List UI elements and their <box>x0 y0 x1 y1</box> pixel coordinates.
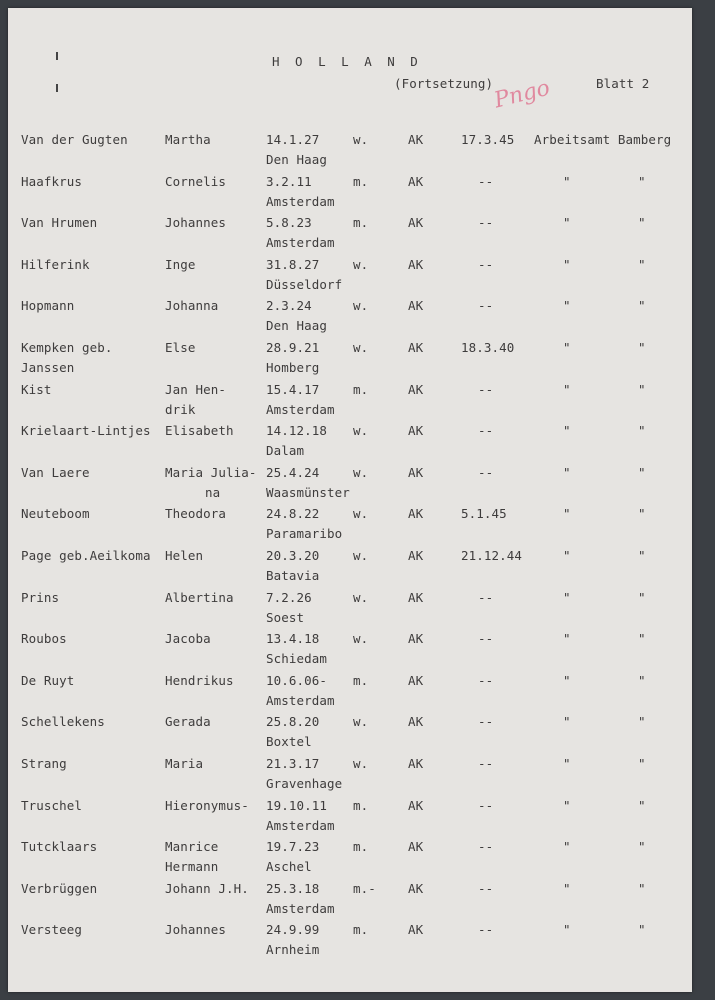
birth-place-cell: Amsterdam <box>266 817 335 833</box>
birth-date-cell: 14.1.27 <box>266 132 320 147</box>
birth-place-cell: Amsterdam <box>266 401 335 417</box>
given-name-cell: Manrice <box>165 839 219 855</box>
entry-date-cell: -- <box>478 298 494 314</box>
ditto-mark: " <box>563 797 571 813</box>
birth-place-cell: Schiedam <box>266 651 328 667</box>
given-name-cell: Else <box>165 340 196 355</box>
given-name-cell: Martha <box>165 132 211 147</box>
surname-cell: Tutcklaars <box>21 839 98 855</box>
sex-cell: w. <box>353 132 369 147</box>
ditto-mark: " <box>563 922 571 938</box>
sex-cell: w. <box>353 464 369 480</box>
birth-date-cell: 2.3.24 <box>266 298 312 314</box>
sex-cell: m. <box>353 215 369 231</box>
sex-cell: m. <box>353 672 369 688</box>
birth-place-cell: Den Haag <box>266 152 328 167</box>
birth-date-cell: 24.8.22 <box>266 506 320 522</box>
sex-cell: w. <box>353 756 369 771</box>
ditto-mark: " <box>563 839 571 855</box>
category-cell: AK <box>408 880 424 896</box>
entry-date-cell: -- <box>478 839 494 855</box>
given-name-cell: Johannes <box>165 215 227 231</box>
birth-date-cell: 15.4.17 <box>266 381 320 397</box>
ditto-mark: " <box>563 173 571 189</box>
entry-date-cell: 17.3.45 <box>461 132 515 147</box>
birth-place-cell: Soest <box>266 609 305 625</box>
surname-cell: Neuteboom <box>21 506 90 522</box>
birth-place-cell: Batavia <box>266 568 320 583</box>
birth-date-cell: 28.9.21 <box>266 340 320 355</box>
given-name-cell: Helen <box>165 548 204 563</box>
surname-cell: Versteeg <box>21 922 83 938</box>
birth-place-cell: Den Haag <box>266 318 328 334</box>
birth-place-cell: Gravenhage <box>266 776 343 791</box>
ditto-mark: " <box>638 922 646 938</box>
surname-cell: Van Laere <box>21 464 90 480</box>
sex-cell: w. <box>353 589 369 605</box>
given-name-cont-cell: drik <box>165 401 196 417</box>
category-cell: AK <box>408 298 424 314</box>
birth-place-cell: Boxtel <box>266 734 312 750</box>
birth-date-cell: 25.8.20 <box>266 714 320 730</box>
surname-cell: Van Hrumen <box>21 215 98 231</box>
ditto-mark: " <box>638 714 646 730</box>
given-name-cell: Maria <box>165 756 204 771</box>
document-sheet <box>8 8 692 992</box>
category-cell: AK <box>408 381 424 397</box>
birth-date-cell: 13.4.18 <box>266 631 320 647</box>
category-cell: AK <box>408 506 424 522</box>
surname-cell: Krielaart-Lintjes <box>21 423 151 439</box>
surname-cell: Hopmann <box>21 298 75 314</box>
category-cell: AK <box>408 215 424 231</box>
surname-cell: Haafkrus <box>21 173 83 189</box>
category-cell: AK <box>408 756 424 771</box>
category-cell: AK <box>408 672 424 688</box>
birth-place-cell: Düsseldorf <box>266 276 343 292</box>
given-name-cell: Maria Julia- <box>165 464 257 480</box>
sex-cell: w. <box>353 548 369 563</box>
given-name-cell: Johann J.H. <box>165 880 249 896</box>
ditto-mark: " <box>563 631 571 647</box>
ditto-mark: " <box>563 464 571 480</box>
birth-date-cell: 19.7.23 <box>266 839 320 855</box>
given-name-cell: Elisabeth <box>165 423 234 439</box>
surname-cont-cell: Janssen <box>21 360 75 375</box>
given-name-cell: Johanna <box>165 298 219 314</box>
given-name-cell: Albertina <box>165 589 234 605</box>
entry-date-cell: -- <box>478 215 494 231</box>
sex-cell: w. <box>353 631 369 647</box>
sex-cell: w. <box>353 298 369 314</box>
ditto-mark: " <box>638 381 646 397</box>
given-name-cell: Hendrikus <box>165 672 234 688</box>
surname-cell: Hilferink <box>21 256 90 272</box>
birth-place-cell: Homberg <box>266 360 320 375</box>
entry-date-cell: -- <box>478 797 494 813</box>
handwritten-mark: Pngo <box>491 75 553 114</box>
ditto-mark: " <box>563 756 571 771</box>
ditto-mark: " <box>638 631 646 647</box>
sex-cell: w. <box>353 340 369 355</box>
entry-date-cell: -- <box>478 631 494 647</box>
entry-date-cell: -- <box>478 756 494 771</box>
ditto-mark: " <box>638 340 646 355</box>
birth-date-cell: 21.3.17 <box>266 756 320 771</box>
birth-date-cell: 10.6.06- <box>266 672 328 688</box>
sex-cell: w. <box>353 423 369 439</box>
category-cell: AK <box>408 631 424 647</box>
entry-date-cell: -- <box>478 173 494 189</box>
ditto-mark: " <box>563 423 571 439</box>
category-cell: AK <box>408 548 424 563</box>
birth-date-cell: 3.2.11 <box>266 173 312 189</box>
ditto-mark: " <box>638 839 646 855</box>
surname-cell: Page geb.Aeilkoma <box>21 548 151 563</box>
given-name-cell: Hieronymus- <box>165 797 249 813</box>
birth-date-cell: 31.8.27 <box>266 256 320 272</box>
category-cell: AK <box>408 256 424 272</box>
birth-place-cell: Amsterdam <box>266 193 335 209</box>
given-name-cell: Jacoba <box>165 631 211 647</box>
category-cell: AK <box>408 839 424 855</box>
category-cell: AK <box>408 132 424 147</box>
birth-date-cell: 24.9.99 <box>266 922 320 938</box>
birth-place-cell: Arnheim <box>266 942 320 958</box>
ditto-mark: " <box>563 714 571 730</box>
given-name-cell: Jan Hen- <box>165 381 227 397</box>
entry-date-cell: -- <box>478 880 494 896</box>
birth-place-cell: Amsterdam <box>266 692 335 708</box>
office-cell: Arbeitsamt Bamberg <box>534 132 672 147</box>
birth-date-cell: 5.8.23 <box>266 215 312 231</box>
sex-cell: w. <box>353 714 369 730</box>
category-cell: AK <box>408 589 424 605</box>
surname-cell: Truschel <box>21 797 83 813</box>
sex-cell: m.- <box>353 880 376 896</box>
ditto-mark: " <box>563 381 571 397</box>
birth-date-cell: 19.10.11 <box>266 797 328 813</box>
sex-cell: m. <box>353 797 369 813</box>
page-title: H O L L A N D <box>272 54 422 69</box>
surname-cell: Roubos <box>21 631 67 647</box>
ditto-mark: " <box>638 506 646 522</box>
ditto-mark: " <box>563 589 571 605</box>
ditto-mark: " <box>563 672 571 688</box>
sex-cell: w. <box>353 506 369 522</box>
category-cell: AK <box>408 797 424 813</box>
birth-place-cell: Amsterdam <box>266 900 335 916</box>
entry-date-cell: -- <box>478 381 494 397</box>
ditto-mark: " <box>638 256 646 272</box>
category-cell: AK <box>408 464 424 480</box>
entry-date-cell: 18.3.40 <box>461 340 515 355</box>
ditto-mark: " <box>563 215 571 231</box>
category-cell: AK <box>408 714 424 730</box>
ditto-mark: " <box>638 672 646 688</box>
birth-date-cell: 25.4.24 <box>266 464 320 480</box>
given-name-cont-cell: Hermann <box>165 859 219 875</box>
surname-cell: Kempken geb. <box>21 340 113 355</box>
ditto-mark: " <box>638 298 646 314</box>
ditto-mark: " <box>638 756 646 771</box>
surname-cell: Schellekens <box>21 714 105 730</box>
category-cell: AK <box>408 423 424 439</box>
ditto-mark: " <box>563 298 571 314</box>
birth-date-cell: 14.12.18 <box>266 423 328 439</box>
birth-date-cell: 7.2.26 <box>266 589 312 605</box>
entry-date-cell: -- <box>478 672 494 688</box>
sex-cell: m. <box>353 381 369 397</box>
surname-cell: De Ruyt <box>21 672 75 688</box>
entry-date-cell: -- <box>478 423 494 439</box>
ditto-mark: " <box>563 506 571 522</box>
birth-place-cell: Dalam <box>266 443 305 459</box>
continuation-label: (Fortsetzung) <box>394 76 494 91</box>
ditto-mark: " <box>563 340 571 355</box>
given-name-cell: Johannes <box>165 922 227 938</box>
ditto-mark: " <box>638 423 646 439</box>
category-cell: AK <box>408 173 424 189</box>
sheet-number: Blatt 2 <box>596 76 650 91</box>
ditto-mark: " <box>638 880 646 896</box>
ditto-mark: " <box>638 215 646 231</box>
margin-mark <box>56 84 58 92</box>
sex-cell: m. <box>353 173 369 189</box>
surname-cell: Van der Gugten <box>21 132 128 147</box>
surname-cell: Strang <box>21 756 67 771</box>
category-cell: AK <box>408 340 424 355</box>
given-name-cell: Gerada <box>165 714 211 730</box>
entry-date-cell: -- <box>478 464 494 480</box>
ditto-mark: " <box>638 548 646 563</box>
entry-date-cell: -- <box>478 714 494 730</box>
entry-date-cell: -- <box>478 256 494 272</box>
birth-place-cell: Amsterdam <box>266 235 335 251</box>
ditto-mark: " <box>638 797 646 813</box>
given-name-cell: Inge <box>165 256 196 272</box>
ditto-mark: " <box>563 256 571 272</box>
sex-cell: m. <box>353 839 369 855</box>
entry-date-cell: -- <box>478 922 494 938</box>
entry-date-cell: -- <box>478 589 494 605</box>
given-name-cell: Cornelis <box>165 173 227 189</box>
entry-date-cell: 5.1.45 <box>461 506 507 522</box>
given-name-cell: Theodora <box>165 506 227 522</box>
birth-place-cell: Aschel <box>266 859 312 875</box>
sex-cell: m. <box>353 922 369 938</box>
ditto-mark: " <box>638 173 646 189</box>
birth-place-cell: Paramaribo <box>266 526 343 542</box>
birth-place-cell: Waasmünster <box>266 484 350 500</box>
ditto-mark: " <box>638 589 646 605</box>
birth-date-cell: 25.3.18 <box>266 880 320 896</box>
ditto-mark: " <box>638 464 646 480</box>
birth-date-cell: 20.3.20 <box>266 548 320 563</box>
entry-date-cell: 21.12.44 <box>461 548 523 563</box>
ditto-mark: " <box>563 880 571 896</box>
given-name-cont-cell: na <box>205 484 221 500</box>
surname-cell: Verbrüggen <box>21 880 98 896</box>
sex-cell: w. <box>353 256 369 272</box>
category-cell: AK <box>408 922 424 938</box>
margin-mark <box>56 52 58 60</box>
ditto-mark: " <box>563 548 571 563</box>
surname-cell: Prins <box>21 589 60 605</box>
surname-cell: Kist <box>21 381 52 397</box>
